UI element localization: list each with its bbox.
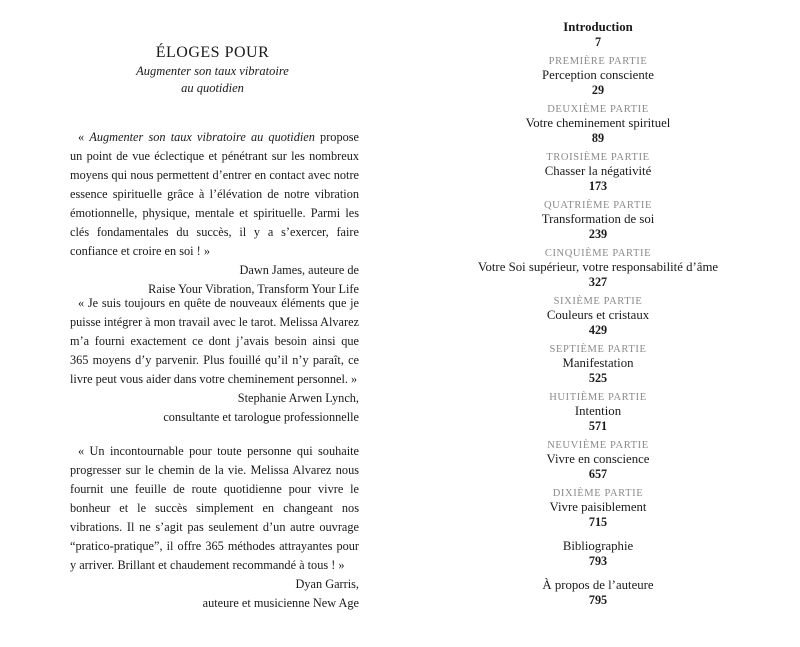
testimonial-author-work: Raise Your Vibration, Transform Your Life [148,282,359,296]
toc-part-label: SIXIÈME PARTIE [553,296,643,307]
toc-part-page: 525 [588,371,608,385]
testimonial-text: « Augmenter son taux vibratoire au quotidien propose un point de vue éclectique et pénétrant sur les nombreux moyens qui nous permettent d’entrer en contact avec notre essence spirituelle grâce à l’élévation de notre vibration émotionnelle, physique, mentale et spirituelle. Parmi les clés fondamentales du succès, il y a s’exercer, faire confiance et croire en soi ! » [70,130,359,258]
toc-part-9 [470,439,726,482]
toc-part-label: HUITIÈME PARTIE [549,392,647,403]
toc-part-page: 429 [588,323,608,337]
toc-part-5 [470,247,726,290]
toc-part-page: 327 [588,275,608,289]
testimonial-author-role: consultante et tarologue professionnelle [163,410,359,424]
toc-part-title: Couleurs et cristaux [546,308,650,322]
toc-part-page: 173 [588,179,608,193]
toc-part-page: 571 [588,419,608,433]
toc-part-title: Votre cheminement spirituel [525,116,671,130]
toc-part-4 [470,199,726,242]
toc-intro-page: 7 [594,35,602,49]
testimonial-2 [70,294,359,427]
toc-part-label: DEUXIÈME PARTIE [547,104,649,115]
toc-part-1 [470,55,726,98]
testimonial-3 [70,442,359,613]
praise-heading [70,44,355,96]
toc-bibliography [470,539,726,569]
testimonial-1 [70,128,359,299]
toc-part-page: 715 [588,515,608,529]
toc-part-label: CINQUIÈME PARTIE [544,248,652,259]
toc-bibliography-page: 793 [588,554,608,568]
praise-subtitle-line-1: Augmenter son taux vibratoire [136,64,289,78]
toc-part-6 [470,295,726,338]
toc-about-author-page: 795 [588,593,608,607]
toc-part-label: SEPTIÈME PARTIE [549,344,647,355]
testimonial-author-role: auteure et musicienne New Age [202,596,359,610]
toc-intro-title: Introduction [563,20,633,34]
toc-part-page: 657 [588,467,608,481]
toc-part-title: Vivre paisiblement [549,500,647,514]
toc-part-title: Transformation de soi [541,212,655,226]
toc-part-8 [470,391,726,434]
right-page [400,0,800,647]
toc-about-author [470,578,726,608]
testimonial-text: « Je suis toujours en quête de nouveaux éléments que je puisse intégrer à mon travail avec le tarot. Melissa Alvarez m’a fourni exactement ce dont j’avais besoin ainsi que 365 moyens d’y parvenir. Plus fouillé qu’il n’y paraît, ce livre peut vous aider dans votre cheminement personnel. » [70,296,359,386]
toc-part-3 [470,151,726,194]
toc-part-title: Manifestation [562,356,634,370]
testimonial-author: Stephanie Arwen Lynch, [237,391,359,405]
toc-part-7 [470,343,726,386]
toc-part-label: PREMIÈRE PARTIE [548,56,648,67]
toc-part-label: QUATRIÈME PARTIE [543,200,653,211]
toc-part-page: 89 [591,131,605,145]
toc-part-title: Votre Soi supérieur, votre responsabilité d’âme [477,260,719,274]
toc-intro [470,20,726,50]
toc-part-title: Vivre en conscience [546,452,650,466]
toc-part-page: 29 [591,83,605,97]
praise-subtitle-line-2: au quotidien [181,81,244,95]
praise-title: ÉLOGES POUR [155,44,270,61]
toc-part-10 [470,487,726,530]
toc-part-title: Chasser la négativité [544,164,652,178]
testimonial-text: « Un incontournable pour toute personne qui souhaite progresser sur le chemin de la vie. Melissa Alvarez nous fournit une feuille de route quotidienne pour vivre le bonheur et le succès simplement en changeant nos vibrations. Il ne s’agit pas seulement d’un autre ouvrage “pratico-pratique”, il offre 365 méthodes attrayantes pour y arriver. Brillant et chaudement recommandé à tous ! » [70,444,359,572]
testimonial-author: Dyan Garris, [295,577,359,591]
testimonial-author: Dawn James, auteure de [239,263,359,277]
toc-part-label: NEUVIÈME PARTIE [547,440,649,451]
toc-bibliography-title: Bibliographie [562,539,634,553]
book-title: Augmenter son taux vibratoire au quotidien [89,130,315,144]
toc-about-author-title: À propos de l’auteure [542,578,654,592]
toc-part-2 [470,103,726,146]
toc-part-title: Perception consciente [542,68,654,82]
table-of-contents [470,20,726,608]
toc-part-label: TROISIÈME PARTIE [546,152,650,163]
toc-part-title: Intention [574,404,622,418]
toc-part-label: DIXIÈME PARTIE [552,488,644,499]
toc-part-page: 239 [588,227,608,241]
